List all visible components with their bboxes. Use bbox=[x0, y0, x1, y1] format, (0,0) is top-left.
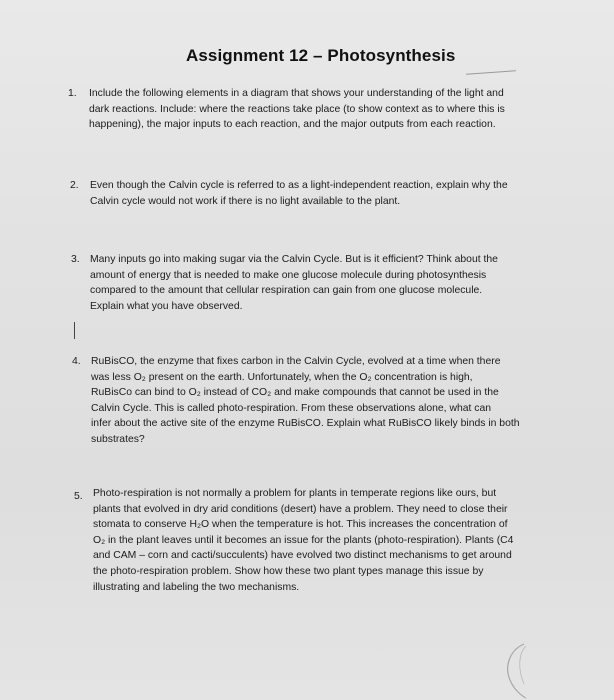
question-3 bbox=[90, 252, 560, 314]
page-title: Assignment 12 – Photosynthesis bbox=[186, 46, 456, 65]
question-number: 2. bbox=[70, 180, 79, 191]
question-2 bbox=[90, 178, 560, 209]
question-number: 5. bbox=[74, 491, 83, 502]
question-number: 3. bbox=[71, 254, 80, 265]
question-text: Include the following elements in a diagram that shows your understanding of the light and dark reactions. Include: where the reactions take place (to show context as to where this is happening), the major inputs to each reaction, and the major outputs from each reaction. bbox=[89, 88, 505, 131]
question-1 bbox=[89, 86, 559, 133]
question-text: Many inputs go into making sugar via the Calvin Cycle. But is it efficient? Think about the amount of energy that is needed to make one glucose molecule during photosynthesis compared to the amount that cellular respiration can gain from one glucose molecule. Explain what you have observed. bbox=[90, 254, 498, 312]
question-text: RuBisCO, the enzyme that fixes carbon in the Calvin Cycle, evolved at a time when there was less O₂ present on the earth. Unfortunately, when the O₂ concentration is high, RuBisCo can bind to O₂ instead of CO₂ and make compounds that cannot be used in the Calvin Cycle. This is called photo-respiration. From these observations alone, what can infer about the active site of the enzyme RuBisCO. Explain what RuBisCO likely binds in both substrates? bbox=[91, 356, 520, 445]
pen-mark bbox=[74, 322, 75, 339]
question-text: Even though the Calvin cycle is referred to as a light-independent reaction, explain why the Calvin cycle would not work if there is no light available to the plant. bbox=[90, 180, 508, 207]
pen-stroke bbox=[466, 70, 516, 74]
question-text: Photo-respiration is not normally a problem for plants in temperate regions like ours, but plants that evolved in dry arid conditions (desert) have a problem. They need to close their stomata to conserve H₂O when the temperature is hot. This increases the concentration of O₂ in the plant leaves until it becomes an issue for the plants (photo-respiration). Plants (C4 and CAM – corn and cacti/succulents) have evolved two distinct mechanisms to get around the photo-respiration problem. Show how these two plant types manage this issue by illustrating and labeling the two mechanisms. bbox=[93, 488, 514, 593]
question-number: 1. bbox=[68, 88, 77, 99]
question-4 bbox=[91, 354, 571, 448]
question-number: 4. bbox=[72, 356, 81, 367]
question-5 bbox=[93, 486, 583, 595]
paper-curl-mark bbox=[496, 640, 556, 700]
